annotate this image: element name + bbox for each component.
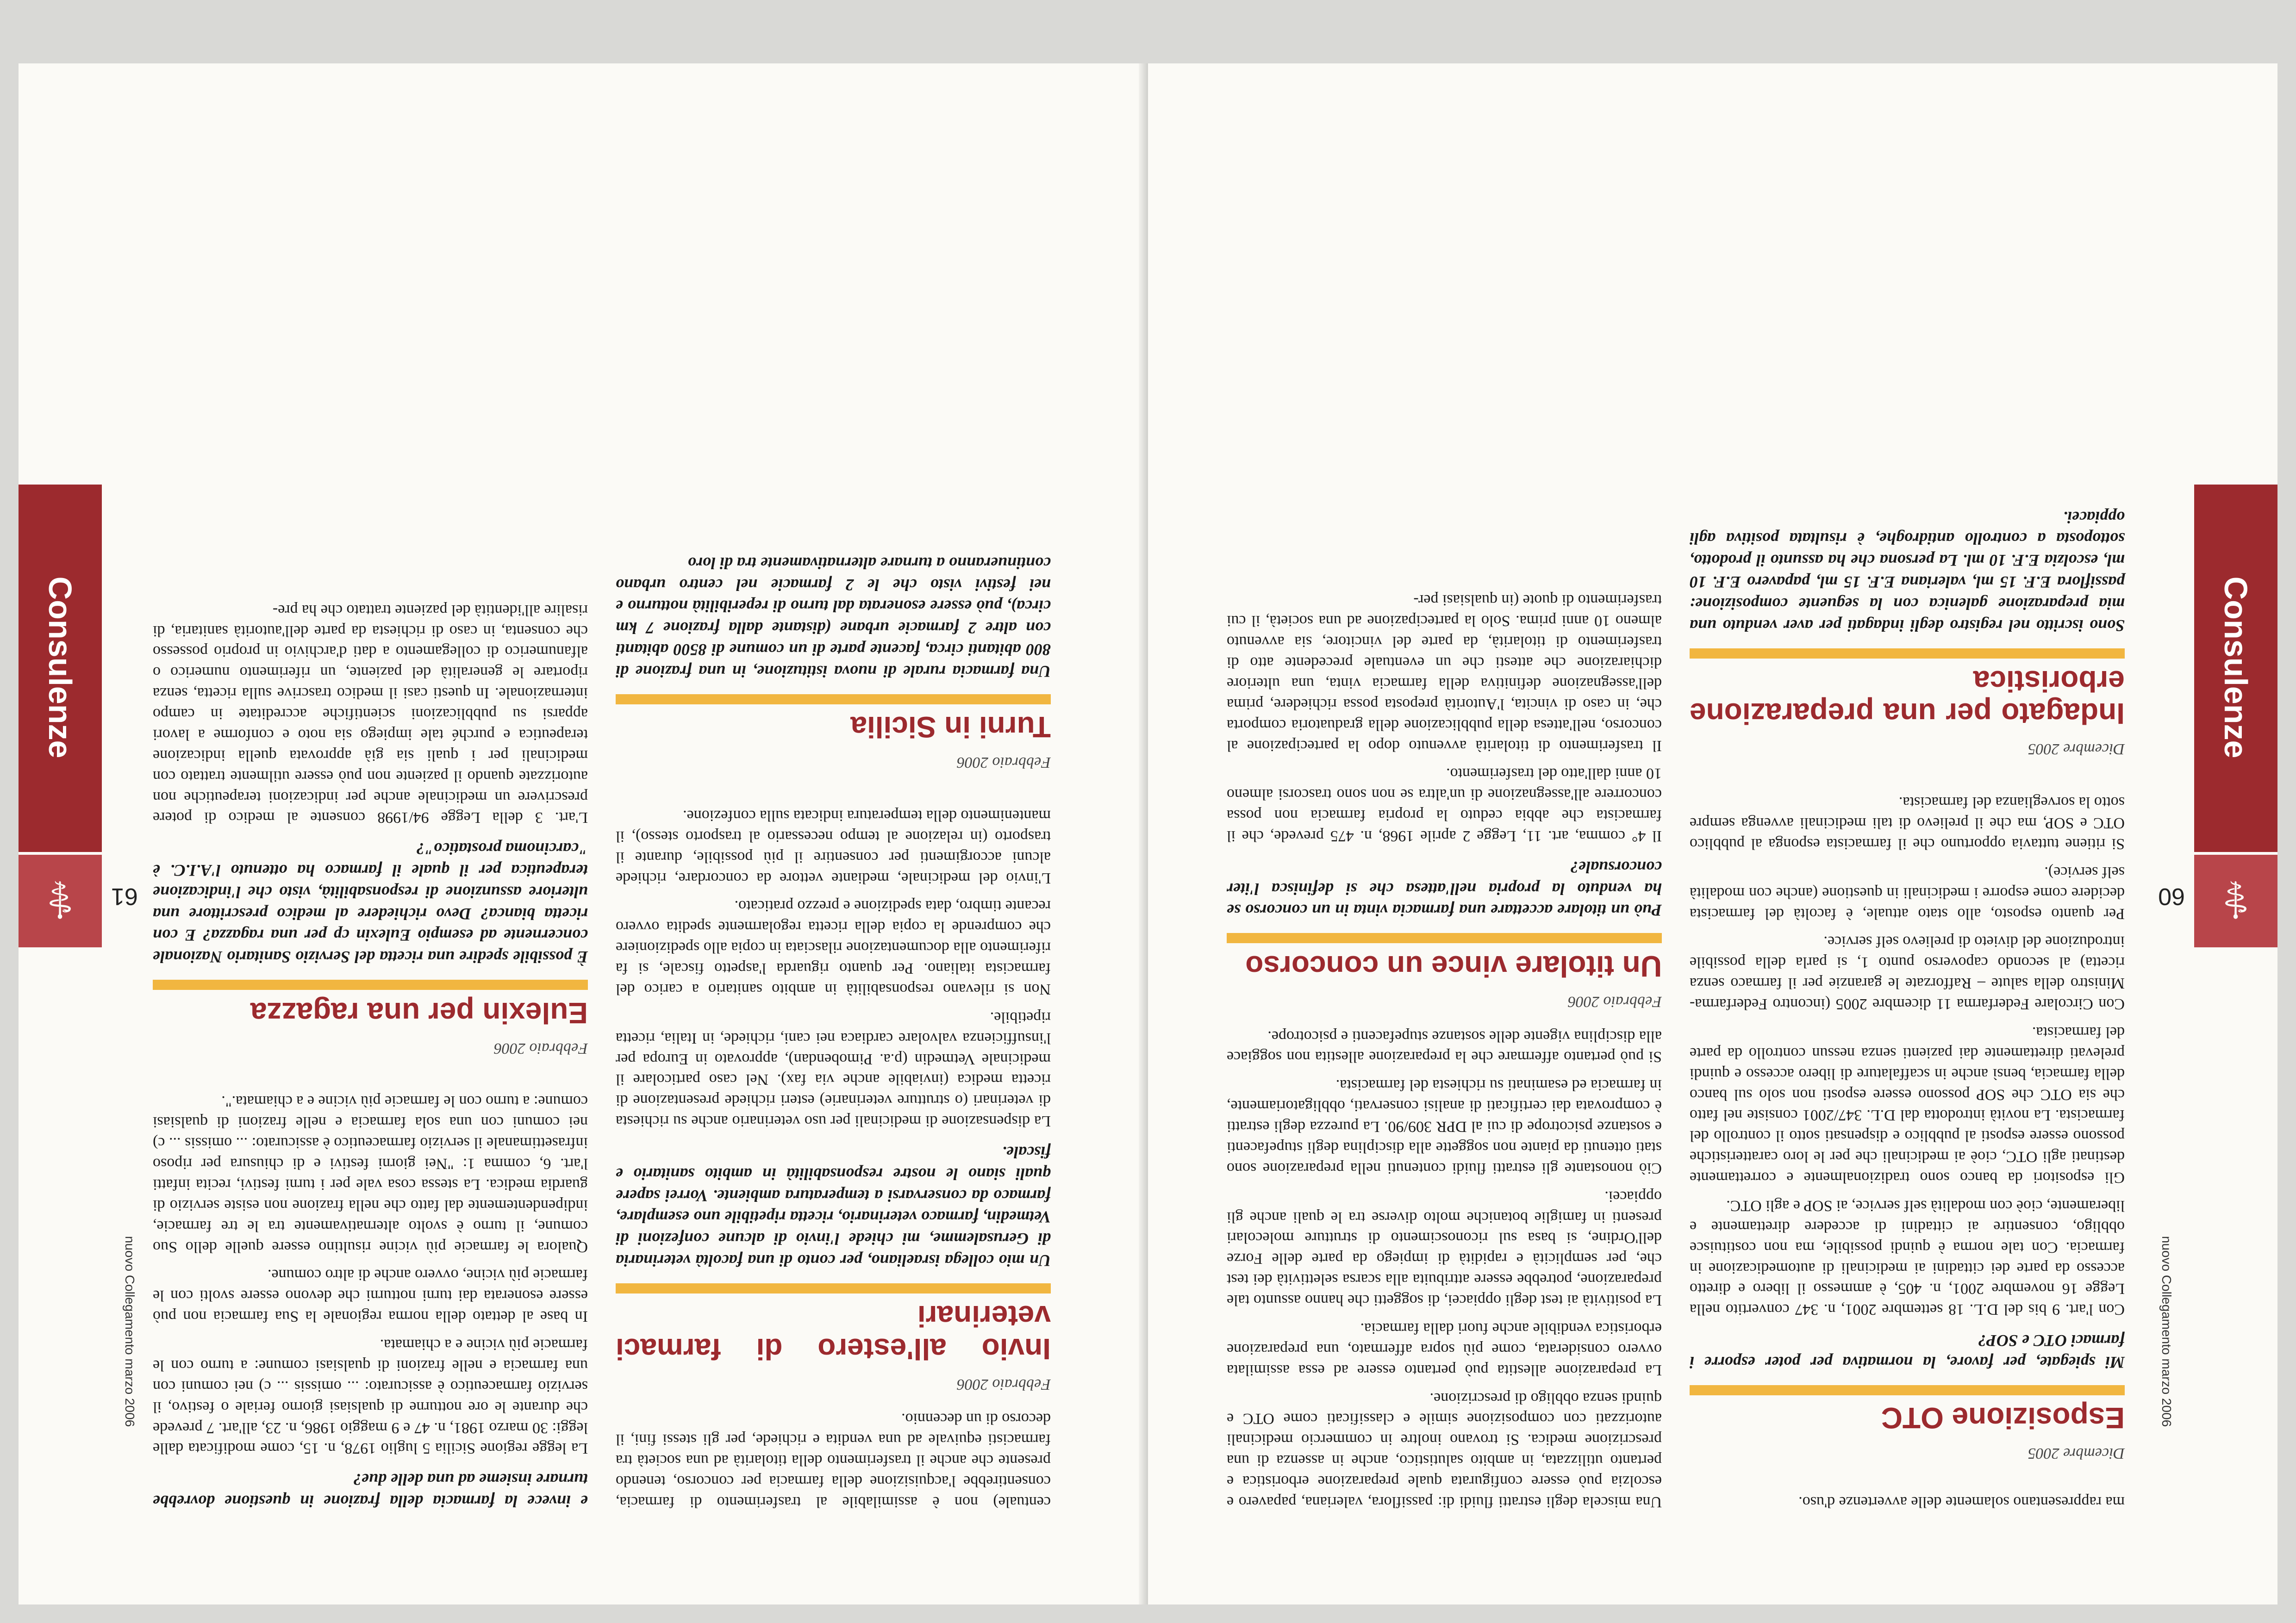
article (1690, 506, 2125, 759)
page-number: 61 (111, 883, 138, 910)
title-underline-bar (1690, 648, 2125, 659)
article-date: Febbraio 2006 (956, 1375, 1051, 1393)
running-head: nuovo Collegamento marzo 2006 (123, 1236, 137, 1427)
article-date: Dicembre 2005 (2028, 1445, 2125, 1462)
section-tab (2194, 485, 2277, 947)
body-text: L'invio del medicinale, mediante vettore da concordare, richiede alcuni accorgimenti per consentire il più possibile, durante il trasporto (in relazione al tempo necessario al trasporto stesso), il mantenimento della temperatura indicata sulla confezione. (616, 807, 1051, 887)
body-text: Si può pertanto affermare che la preparazione allestita non soggiace alla disciplina vigente delle sostanze stupefacenti e psicotrope. (1227, 1027, 1662, 1066)
body-text: La legge regione Sicilia 5 luglio 1978, n. 15, come modificata dalle leggi: 30 marzo 1981, n. 47 e 9 maggio 1986, n. 23, all'art. 7 prevede che durante le ore notturne di qualsiasi giorno feriale o festivo, il servizio farmaceutico è assicurato: ... omissis ... c) nei comuni con una farmacia e nelle frazioni di qualsiasi comune: a turno con le farmacie più vicine e a chiamata. (153, 1336, 588, 1457)
column-2 (153, 567, 588, 1512)
title-underline-bar (616, 694, 1051, 704)
body-text: Si ritiene tuttavia opportuno che il farmacista esponga al pubblico OTC e SOP, ma che il prelievo di tali medicinali avvenga sempre sotto la sorveglianza del farmacista. (1690, 794, 2125, 852)
column-1 (616, 520, 1051, 1512)
body-text: La positività ai test degli oppiacei, di soggetti che hanno assunto tale preparazione, potrebbe essere attribuita alla scarsa selettività dei test che, per semplicità e rapidità di impiego da parte delle Forze dell'Ordine, si basa sul riconoscimento di strutture molecolari presenti in famiglie botaniche molto diverse tra le quali anche gli oppiacei. (1227, 1188, 1662, 1309)
article-question: Una farmacia rurale di nuova istituzione, in una frazione di 800 abitanti circa, facente parte di un comune di 8500 abitanti con altre 2 farmacie urbane (distante dalla frazione 7 km circa), può essere esonerata dal turno di reperibilità notturno e nei festivi visto che le 2 farmacie nel centro urbano continueranno a turnare alternativamente tra di loro (616, 553, 1051, 681)
article (616, 552, 1051, 772)
page-60 (1139, 63, 2277, 1604)
body-text: Il 4° comma, art. 11, Legge 2 aprile 1968, n. 475 prevede, che il farmacista che abbia ceduto la propria farmacia non possa concorrere all'assegnazione di un'altra se non sono trascorsi almeno 10 anni dall'atto del trasferimento. (1227, 765, 1662, 845)
body-text: Qualora le farmacie più vicine risultino essere quelle dello Suo comune, il turno è svolto alternativamente tra le tre farmacie, indipendentemente dal fatto che nella frazione non esiste servizio di guardia medica. La stessa cosa vale per i turni festivi, recita infatti l'art. 6, comma 1: "Nei giorni festivi e di chiusura per riposo infrasettimanale il servizio farmaceutico è assicurato: ... omissis ... c) nei comuni con una sola farmacia e nelle frazioni di qualsiasi comune: a turno con le farmacie più vicine e a chiamata.". (153, 1093, 588, 1256)
article-question: Può un titolare accettare una farmacia vinta in un concorso se ha venduto la propria nell'attesa che si definisca l'iter concorsuale? (1227, 858, 1662, 920)
section-tab (19, 485, 102, 947)
article-title: Un titolare vince un concorso (1245, 949, 1662, 983)
article (1227, 590, 1662, 1012)
body-text: Gli espositori da banco sono tradizionalmente e correttamente destinati agli OTC, cioè ai medicinali che per le loro caratteristiche possono essere esposti al pubblico e dispensati sotto il controllo del farmacista. La novità introdotta dal D.L. 347/2001 consiste nel fatto che sia OTC che SOP possono essere esposti non solo sul banco della farmacia, bensì anche in scaffalature di libero accesso e quindi prelevati direttamente dai pazienti senza nessun controllo da parte del farmacista. (1690, 1023, 2125, 1187)
page-61 (19, 63, 1139, 1604)
title-underline-bar (1690, 1385, 2125, 1395)
body-text: Con l'art. 9 bis del D.L. 18 settembre 2001, n. 347 convertito nella Legge 16 novembre 2001, n. 405, è ammesso il libero e diretto accesso da parte dei cittadini ai medicinali di automedicazione in farmacia. Con tale norma è quindi possibile, ma non costituisce obbligo, consentire ai cittadini di accedere direttamente e liberamente, cioè con modalità self service, ai SOP e agli OTC. (1690, 1197, 2125, 1318)
column-1 (1690, 474, 2125, 1512)
body-text: Una miscela degli estratti fluidi di: passiflora, valeriana, papavero e escolzia può essere configurata quale preparazione erboristica e pertanto utilizzata, in ambito salutistico, anche in assenza di una prescrizione medica. Si trovano inoltre in commercio medicinali autorizzati con composizione simile e classificati come OTC e quindi senza obbligo di prescrizione. (1227, 1389, 1662, 1511)
page-number: 60 (2158, 883, 2185, 910)
caduceus-icon: ⚕ (19, 852, 102, 947)
body-text: In base al dettato della norma regionale la Sua farmacia non può essere esonerata dai turni notturni che devono essere svolti con le farmacie più vicine, ovvero anche di altro comune. (153, 1266, 588, 1325)
article-title: Turni in Sicilia (850, 710, 1051, 744)
body-text: La preparazione allestita può pertanto essere ad essa assimilata ovvero considerata, come più sopra affermato, una preparazione erboristica vendibile anche fuori dalla farmacia. (1227, 1320, 1662, 1379)
article-question: e invece la farmacia della frazione in questione dovrebbe turnare insieme ad una delle due? (153, 1470, 588, 1511)
article-question: Un mio collega israeliano, per conto di una facoltà veterinaria di Gerusalemme, mi chiede l'invio di alcune confezioni di Vetmedin, farmaco veterinario, ricetta ripetibile uno esemplare, farmaco da conservarsi a temperatura ambiente. Vorrei sapere quali siano le nostre responsabilità in ambito sanitario e fiscale. (616, 1143, 1051, 1270)
article-question: Mi spiegate, per favore, la normativa per poter esporre i farmaci OTC e SOP? (1690, 1331, 2125, 1372)
article (153, 1091, 588, 1512)
article-title: Indagato per una preparazione erboristica (1690, 665, 2125, 731)
article-date: Dicembre 2005 (2028, 740, 2125, 758)
body-text: Per quanto esposto, allo stato attuale, è facoltà del farmacista decidere come esporre i medicinali in questione (anche con modalità self service). (1690, 863, 2125, 922)
body-text: centuale) non è assimilabile al trasferimento di farmacia, consentirebbe l'acquisizione della farmacia per concorso, tenendo presente che anche il trasferimento della titolarità ad una società tra farmacisti equivale ad una vendita e richiede, per gli stessi fini, il decorso di un decennio. (616, 1410, 1051, 1511)
title-underline-bar (1227, 933, 1662, 943)
article-question: Sono iscritto nel registro degli indagati per aver venduto una mia preparazione galenica con la seguente composizione: passiflora E.F. 15 ml, valeriana E.F. 15 ml, papavero E.F. 10 ml, escolzia E.F. 10 ml. La persona che ha assunto il prodotto, sottoposta a controllo antidroghe, è risultata positiva agli oppiacei. (1690, 508, 2125, 635)
title-underline-bar (153, 980, 588, 990)
section-label: Consulenze (42, 576, 78, 759)
article-date: Febbraio 2006 (493, 1039, 588, 1057)
body-text: ma rappresentano solamente delle avvertenze d'uso. (1798, 1493, 2125, 1511)
column-2 (1227, 557, 1662, 1512)
title-underline-bar (616, 1283, 1051, 1293)
article (153, 599, 588, 1058)
body-text: Con Circolare Federfarma 11 dicembre 2005 (incontro Federfarma-Ministro della salute – Rafforzate le garanzie per il farmaco senza ricetta) al secondo capoverso punto 1, si parla della possibile introduzione del divieto di prelievo self service. (1690, 933, 2125, 1013)
body-text: L'art. 3 della Legge 94/1998 consente al medico di potere prescrivere un medicinale anche per indicazioni terapeutiche non autorizzate quando il paziente non può essere utilmente trattato con medicinali per i quali sia già approvata quella indicazione terapeutica e purché tale impiego sia noto e conforme a lavori apparsi su pubblicazioni scientifiche accreditate in campo internazionale. In questi casi il medico trascrive sulla ricetta, senza riportare le generalità del paziente, un riferimento numerico o alfanumerico di collegamento a dati d'archivio in proprio possesso che consenta, in caso di richiesta da parte dell'autorità sanitaria, di risalire all'identità del paziente trattato che ha pre- (153, 601, 588, 827)
article (616, 805, 1051, 1394)
article-title: Esposizione OTC (1881, 1401, 2125, 1435)
article-title: Eulexin per una ragazza (250, 996, 588, 1030)
article-date: Febbraio 2006 (956, 754, 1051, 771)
body-text: Non si rilevano responsabilità in ambito sanitario a carico del farmacista italiano. Per quanto riguarda l'aspetto fiscale, si fa riferimento alla documentazione rilasciata in copia allo spedizioniere che comprende la copia della ricetta regolarmente spedita ovvero recante timbro, data spedizione e prezzo praticato. (616, 897, 1051, 998)
caduceus-icon: ⚕ (2194, 852, 2277, 947)
section-label: Consulenze (2218, 576, 2254, 759)
article-question: È possibile spedire una ricetta del Servizio Sanitario Nazionale concernente ad esempio Eulexin cp per una ragazza? E con ricetta bianca? Devo richiedere al medico prescrittore una ulteriore assunzione di responsabilità, visto che l'indicazione terapeutica per il quale il farmaco ha ottenuto l'A.I.C. è "carcinoma prostatico"? (153, 839, 588, 967)
body-text: La dispensazione di medicinali per uso veterinario anche su richiesta di veterinari (o strutture veterinarie) esteri richiede presentazione di ricetta medica (inviabile anche via fax). Nel caso particolare il medicinale Vetmedin (p.a. Pimobendan), approvato in Europa per l'insufficienza valvolare cardiaca nei cani, richiede, in Italia, ricetta ripetibile. (616, 1008, 1051, 1130)
article-date: Febbraio 2006 (1567, 993, 1662, 1010)
article-title: Invio all'estero di farmaci veterinari (616, 1300, 1051, 1366)
body-text: Ciò nonostante gli estratti fluidi contenuti nella preparazione sono stati ottenuti da piante non soggette alla disciplina degli stupefacenti e sostanze psicotrope di cui al DPR 309/90. La purezza degli estratti è comprovata dai certificati di analisi conservati, obbligatoriamente, in farmacia ed esaminati su richiesta del farmacista. (1227, 1076, 1662, 1177)
running-head: nuovo Collegamento marzo 2006 (2159, 1236, 2174, 1427)
body-text: Il trasferimento di titolarità avvenuto dopo la partecipazione al concorso, nell'attesa della pubblicazione della graduatoria comporta che, in caso di vincita, l'Autorità preposta possa richiedere, prima dell'assegnazione definitiva della farmacia vinta, una ulteriore dichiarazione che attesti che un eventuale precedente atto di trasferimento di titolarità, da parte del vincitore, sia avvenuto almeno 10 anni prima. Solo la partecipazione ad una società, il cui trasferimento di quote (in qualsiasi per- (1227, 591, 1662, 754)
article (1690, 791, 2125, 1463)
